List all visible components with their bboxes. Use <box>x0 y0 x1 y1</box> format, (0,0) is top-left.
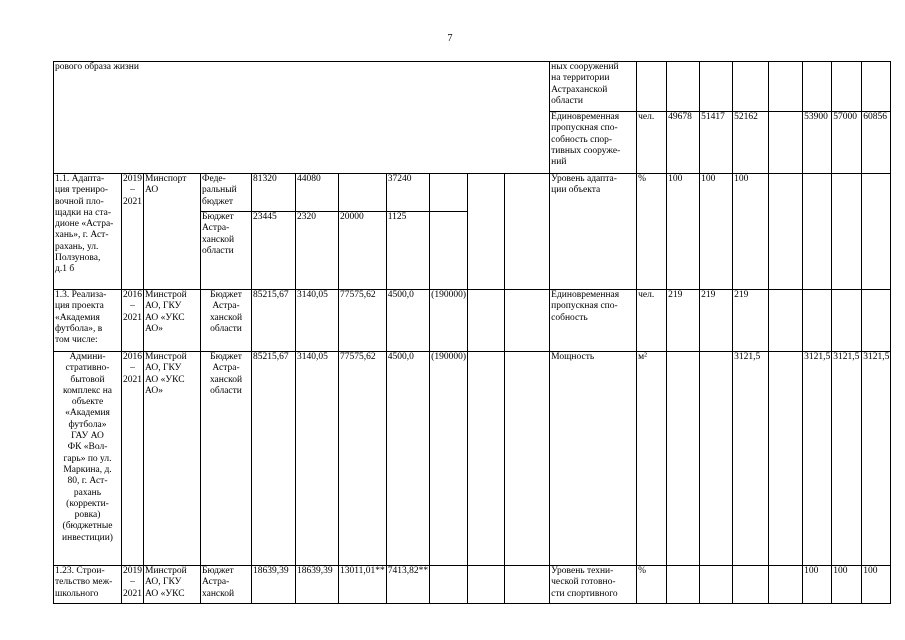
value-cell <box>769 290 803 352</box>
indicator-name: Уровень техни- ческой готовно- сти спортивного <box>550 566 637 604</box>
value-cell <box>769 566 803 604</box>
extra-amount: (190000) <box>430 290 468 352</box>
value-cell: 100 <box>862 566 891 604</box>
measure-name: 1.3. Реализа- ция проекта «Академия футбола», в том числе: <box>54 290 122 352</box>
value-cell: 219 <box>667 290 700 352</box>
indicator-name: Уровень адапта- ции объекта <box>550 174 637 290</box>
year-2021: 4500,0 <box>386 290 429 352</box>
value-cell: 53900 <box>803 112 832 174</box>
value-cell <box>769 112 803 174</box>
period: 2019 – 2021 <box>122 174 144 290</box>
table-row <box>54 352 891 566</box>
value-cell: 219 <box>700 290 733 352</box>
value-cell: 100 <box>803 566 832 604</box>
year-2020 <box>339 174 387 212</box>
value-cell <box>769 62 803 112</box>
empty-cell <box>468 352 505 566</box>
total: 18639,39 <box>252 566 296 604</box>
period: 2016 – 2021 <box>122 352 144 566</box>
value-cell <box>803 62 832 112</box>
value-cell <box>700 62 733 112</box>
value-cell <box>700 352 733 566</box>
value-cell: 3121,5 <box>733 352 769 566</box>
indicator-unit: чел. <box>637 112 667 174</box>
year-2020: 20000 <box>339 212 387 290</box>
value-cell <box>862 174 891 290</box>
table-row <box>54 566 891 604</box>
value-cell: 3121,5 <box>803 352 832 566</box>
value-cell <box>667 352 700 566</box>
indicator-name: Мощность <box>550 352 637 566</box>
measure-name: 1.1. Адапта- ция трениро- вочной пло- щадки на ста- дионе «Астра- хань», г. Аст- рахань, ул. Ползунова, д.1 б <box>54 174 122 290</box>
extra-amount <box>430 212 468 290</box>
year-2020: 77575,62 <box>339 290 387 352</box>
empty-cell <box>468 290 505 352</box>
value-cell <box>700 566 733 604</box>
program-table <box>53 61 891 604</box>
value-cell <box>667 62 700 112</box>
empty-cell <box>505 290 550 352</box>
value-cell <box>862 62 891 112</box>
year-2021: 4500,0 <box>386 352 429 566</box>
table-row <box>54 290 891 352</box>
executor: Минспорт АО <box>144 174 201 290</box>
value-cell <box>803 174 832 290</box>
value-cell: 60856 <box>862 112 891 174</box>
funding-source: Феде- ральный бюджет <box>201 174 252 212</box>
value-cell <box>733 62 769 112</box>
extra-amount <box>430 566 468 604</box>
measure-name: Админи- стративно- бытовой комплекс на объекте «Академия футбола» ГАУ АО ФК «Вол- гарь» по ул. Маркина, д. 80, г. Аст- рахань (корректи- ровка) (бюджетные инвестиции) <box>54 352 122 566</box>
table-row <box>54 174 891 212</box>
period: 2019 – 2021 <box>122 566 144 604</box>
indicator-unit: % <box>637 174 667 290</box>
value-cell: 100 <box>667 174 700 290</box>
total: 23445 <box>252 212 296 290</box>
empty-cell <box>505 352 550 566</box>
value-cell: 49678 <box>667 112 700 174</box>
value-cell <box>832 174 862 290</box>
year-2020: 13011,01** <box>339 566 387 604</box>
value-cell: 57000 <box>832 112 862 174</box>
empty-cell <box>505 566 550 604</box>
extra-amount <box>430 174 468 212</box>
year-2021: 37240 <box>386 174 429 212</box>
value-cell <box>733 566 769 604</box>
year-2019: 44080 <box>296 174 339 212</box>
indicator-name: Единовременная пропускная спо- собность <box>550 290 637 352</box>
total: 85215,67 <box>252 290 296 352</box>
value-cell <box>832 290 862 352</box>
year-2019: 3140,05 <box>296 352 339 566</box>
executor: Минстрой АО, ГКУ АО «УКС <box>144 566 201 604</box>
year-2021: 7413,82** <box>386 566 429 604</box>
indicator-unit: м² <box>637 352 667 566</box>
value-cell: 51417 <box>700 112 733 174</box>
value-cell <box>667 566 700 604</box>
funding-source: Бюджет Астра- ханской области <box>201 290 252 352</box>
total: 81320 <box>252 174 296 212</box>
table-row <box>54 62 891 112</box>
year-2019: 3140,05 <box>296 290 339 352</box>
value-cell <box>832 62 862 112</box>
indicator-unit: % <box>637 566 667 604</box>
extra-amount: (190000) <box>430 352 468 566</box>
value-cell: 219 <box>733 290 769 352</box>
year-2020: 77575,62 <box>339 352 387 566</box>
total: 85215,67 <box>252 352 296 566</box>
header-fragment: рового образа жизни <box>54 62 550 174</box>
year-2021: 1125 <box>386 212 429 290</box>
year-2019: 18639,39 <box>296 566 339 604</box>
value-cell: 100 <box>832 566 862 604</box>
indicator-name: ных сооружений на территории Астраханской области <box>550 62 637 112</box>
period: 2016 – 2021 <box>122 290 144 352</box>
executor: Минстрой АО, ГКУ АО «УКС АО» <box>144 290 201 352</box>
value-cell: 52162 <box>733 112 769 174</box>
indicator-unit <box>637 62 667 112</box>
empty-cell <box>468 174 505 290</box>
executor: Минстрой АО, ГКУ АО «УКС АО» <box>144 352 201 566</box>
value-cell <box>769 174 803 290</box>
value-cell: 3121,5 <box>832 352 862 566</box>
value-cell: 3121,5 <box>862 352 891 566</box>
value-cell <box>862 290 891 352</box>
indicator-name: Единовременная пропускная спо- собность спор- тивных сооруже- ний <box>550 112 637 174</box>
measure-name: 1.23. Строи- тельство меж- школьного <box>54 566 122 604</box>
year-2019: 2320 <box>296 212 339 290</box>
indicator-unit: чел. <box>637 290 667 352</box>
empty-cell <box>505 174 550 290</box>
page-number: 7 <box>447 33 453 44</box>
funding-source: Бюджет Астра- ханской <box>201 566 252 604</box>
value-cell: 100 <box>733 174 769 290</box>
empty-cell <box>468 566 505 604</box>
funding-source: Бюджет Астра- ханской области <box>201 212 252 290</box>
value-cell: 100 <box>700 174 733 290</box>
value-cell <box>769 352 803 566</box>
value-cell <box>803 290 832 352</box>
funding-source: Бюджет Астра- ханской области <box>201 352 252 566</box>
